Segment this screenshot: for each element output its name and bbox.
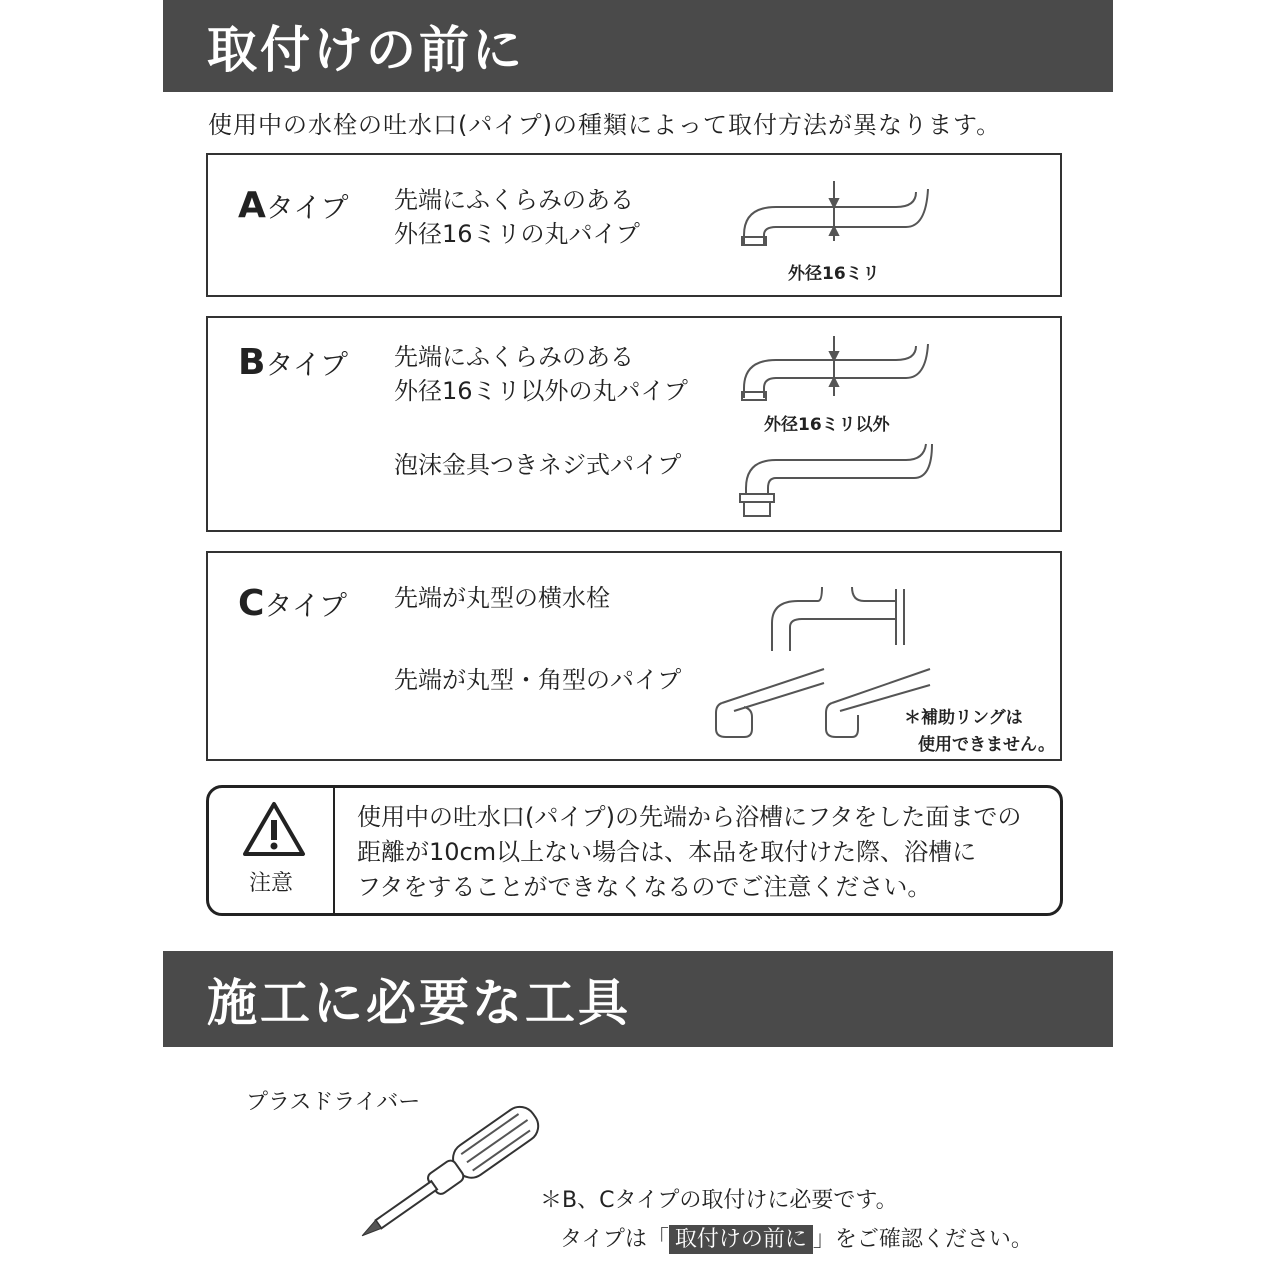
type-c-label: Cタイプ <box>238 583 348 624</box>
section-title: 取付けの前に <box>207 21 525 79</box>
section-title: 施工に必要な工具 <box>207 974 631 1032</box>
warning-icon <box>241 800 307 860</box>
type-a-label: Aタイプ <box>238 185 349 226</box>
type-a-caption: 外径16ミリ <box>788 264 880 284</box>
type-c-line2: 先端が丸型・角型のパイプ <box>394 666 682 694</box>
type-a-description: 先端にふくらみのある 外径16ミリの丸パイプ <box>394 186 640 248</box>
type-c-note: ＊補助リングは 使用できません。 <box>904 708 1056 755</box>
caution-text: 使用中の吐水口(パイプ)の先端から浴槽にフタをした面までの 距離が10cm以上ない場合は、本品を取付けた際、浴槽に フタをすることができなくなるのでご注意ください。 <box>357 803 1022 901</box>
tool-label: プラスドライバー <box>246 1090 421 1115</box>
type-b-caption: 外径16ミリ以外 <box>764 415 890 435</box>
horizontal-faucet-illustration <box>768 583 908 653</box>
caution-label: 注意 <box>248 871 293 896</box>
aerator-pipe-illustration <box>736 440 936 520</box>
type-c-line1: 先端が丸型の横水栓 <box>394 584 610 612</box>
caution-divider <box>333 788 335 913</box>
caution-box <box>206 785 1063 916</box>
reference-tag: 取付けの前に <box>669 1225 813 1254</box>
type-b-description: 先端にふくらみのある 外径16ミリ以外の丸パイプ <box>394 343 688 405</box>
screwdriver-icon <box>340 1088 560 1258</box>
section-header-tools <box>163 951 1113 1047</box>
tool-reference-note: タイプは「 取付けの前に 」をご確認ください。 <box>560 1227 1033 1252</box>
type-a-box <box>206 153 1062 297</box>
type-b-extra: 泡沫金具つきネジ式パイプ <box>394 451 682 479</box>
square-pipe-illustration <box>714 661 934 741</box>
type-b-box <box>206 316 1062 532</box>
type-c-box <box>206 551 1062 761</box>
pipe-b-illustration <box>736 336 936 408</box>
pipe-a-illustration <box>736 177 936 257</box>
tool-note: ＊B、Cタイプの取付けに必要です。 <box>540 1188 898 1213</box>
section-header-installation <box>163 0 1113 92</box>
intro-text: 使用中の水栓の吐水口(パイプ)の種類によって取付方法が異なります。 <box>208 111 1002 139</box>
type-b-label: Bタイプ <box>238 342 349 383</box>
